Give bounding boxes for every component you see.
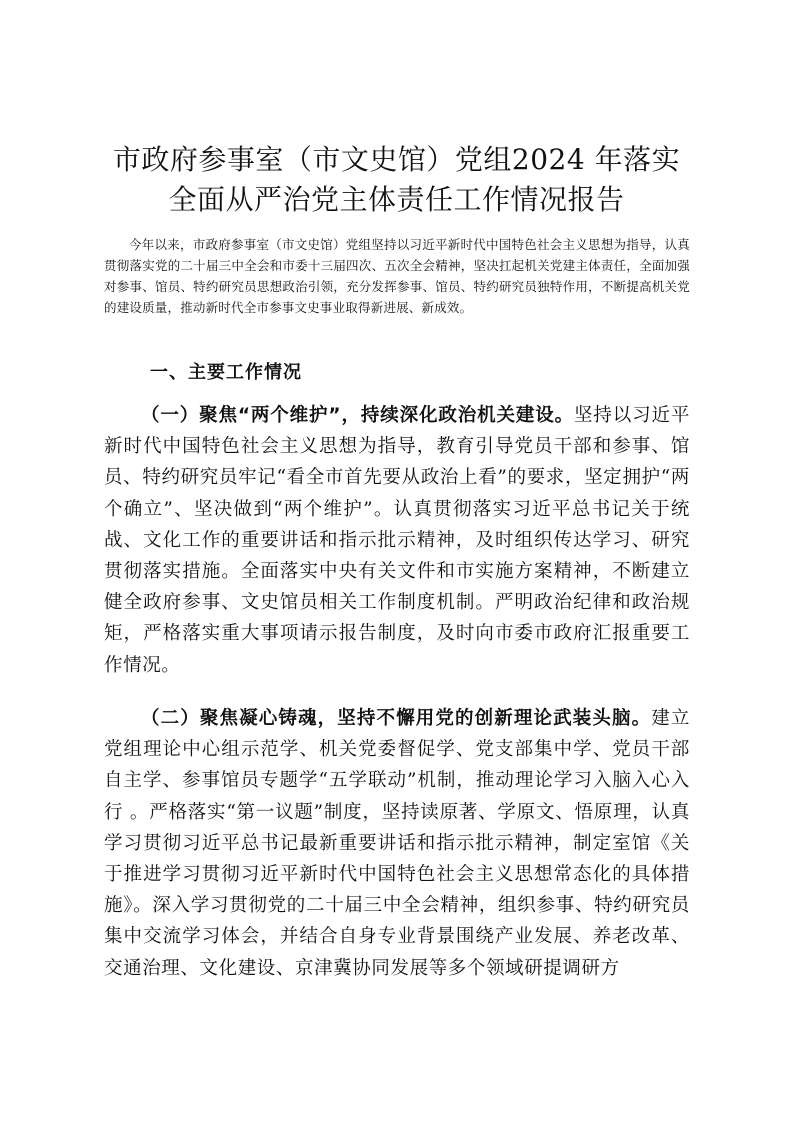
paragraph-2-lead: （二）聚焦凝心铸魂，坚持不懈用党的创新理论武装头脑。	[141, 708, 652, 729]
section-heading-main-work: 一、主要工作情况	[150, 362, 302, 383]
paragraph-2-body: 建立党组理论中心组示范学、机关党委督促学、党支部集中学、党员干部自主学、参事馆员专题学“五学联动”机制，推动理论学习入脑入心入行 。严格落实“第一议题”制度，坚持读原著、学原文、悟原理，认真学习贯彻习近平总书记最新重要讲话和指示批示精神，制定室馆《关于推进学习贯彻习近平新时代中国特色社会主义思想常态化的具体措施》。深入学习贯彻党的二十届三中全会精神，组织参事、特约研究员集中交流学习体会，并结合自身专业背景围绕产业发展、养老改革、交通治理、文化建设、京津冀协同发展等多个领域研提调研方	[104, 708, 690, 979]
paragraph-1-body: 坚持以习近平新时代中国特色社会主义思想为指导，教育引导党员干部和参事、馆员、特约研究员牢记“看全市首先要从政治上看”的要求，坚定拥护“两个确立”、坚决做到“两个维护”。认真贯彻落实习近平总书记关于统战、文化工作的重要讲话和指示批示精神，及时组织传达学习、研究贯彻落实措施。全面落实中央有关文件和市实施方案精神，不断建立健全政府参事、文史馆员相关工作制度机制。严明政治纪律和政治规矩，严格落实重大事项请示报告制度，及时向市委市政府汇报重要工作情况。	[104, 405, 690, 676]
paragraph-1-lead: （一）聚焦“两个维护”，持续深化政治机关建设。	[141, 405, 574, 426]
document-title-line2: 全面从严治党主体责任工作情况报告	[168, 183, 625, 216]
document-title-line1: 市政府参事室（市文史馆）党组2024 年落实	[112, 143, 681, 176]
body-paragraph-1	[104, 400, 690, 681]
body-paragraph-2	[104, 703, 690, 984]
intro-paragraph: 今年以来，市政府参事室（市文史馆）党组坚持以习近平新时代中国特色社会主义思想为指导，认真贯彻落实党的二十届三中全会和市委十三届四次、五次全会精神，坚决扛起机关党建主体责任，全面加强对参事、馆员、特约研究员思想政治引领，充分发挥参事、馆员、特约研究员独特作用，不断提高机关党的建设质量，推动新时代全市参事文史事业取得新进展、新成效。	[104, 237, 690, 315]
